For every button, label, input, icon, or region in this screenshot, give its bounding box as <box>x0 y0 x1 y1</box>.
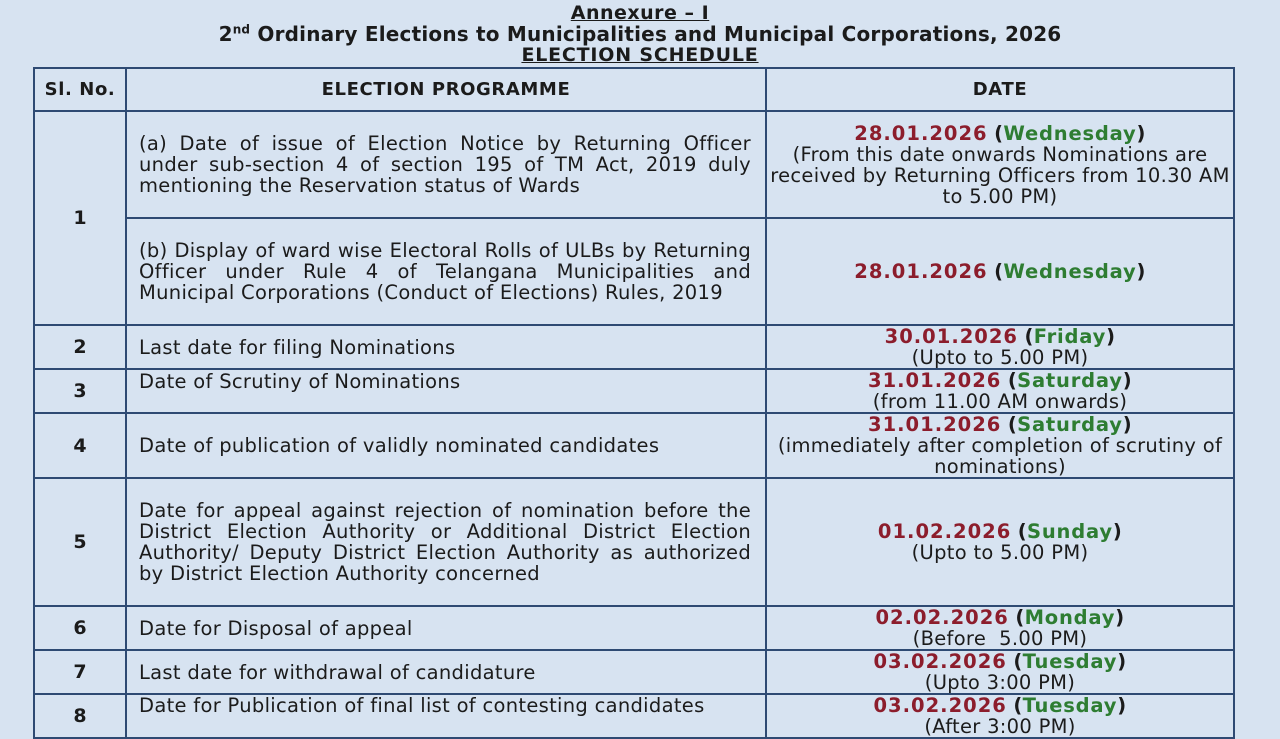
sl-no-cell: 4 <box>34 413 126 478</box>
table-row <box>34 478 1234 606</box>
schedule-date: 28.01.2026 <box>854 121 988 145</box>
annexure-heading: Annexure – I <box>570 2 710 24</box>
date-cell: 03.02.2026 (Tuesday) (After 3:00 PM) <box>766 694 1234 738</box>
title-ordinal-suffix: nd <box>232 22 251 37</box>
sl-no-cell: 6 <box>34 606 126 650</box>
table-header-row <box>34 68 1234 111</box>
schedule-day: Friday <box>1033 325 1107 348</box>
programme-cell: (b) Display of ward wise Electoral Rolls of ULBs by Returning Officer under Rule 4 of Telangana Municipalities and Municipal Corporations (Conduct of Elections) Rules, 2019 <box>126 218 766 325</box>
sl-no-cell: 2 <box>34 325 126 369</box>
schedule-note: (Upto to 5.00 PM) <box>911 346 1089 369</box>
sl-no-cell: 5 <box>34 478 126 606</box>
schedule-date: 28.01.2026 <box>854 260 988 283</box>
date-cell: 31.01.2026 (Saturday) (from 11.00 AM onwards) <box>766 369 1234 413</box>
title-text: Ordinary Elections to Municipalities and Municipal Corporations, 2026 <box>250 22 1062 46</box>
schedule-date: 01.02.2026 <box>877 520 1012 543</box>
programme-cell: Last date for filing Nominations <box>126 325 766 369</box>
schedule-date: 30.01.2026 <box>884 325 1019 348</box>
schedule-day: Monday <box>1024 606 1116 629</box>
date-cell: 03.02.2026 (Tuesday) (Upto 3:00 PM) <box>766 650 1234 694</box>
schedule-note: (Upto to 5.00 PM) <box>911 541 1089 564</box>
table-row <box>34 694 1234 738</box>
date-cell: 28.01.2026 (Wednesday) (From this date onwards Nominations are received by Returning Officers from 10.30 AM to 5.00 PM) <box>766 111 1234 218</box>
date-cell: 31.01.2026 (Saturday) (immediately after completion of scrutiny of nominations) <box>766 413 1234 478</box>
schedule-day: Wednesday <box>1003 121 1137 145</box>
sl-no-cell: 3 <box>34 369 126 413</box>
schedule-note: (From this date onwards Nominations are received by Returning Officers from 10.30 AM to 5.00 PM) <box>770 142 1230 208</box>
programme-cell: Last date for withdrawal of candidature <box>126 650 766 694</box>
schedule-day: Saturday <box>1017 413 1123 436</box>
programme-cell: (a) Date of issue of Election Notice by Returning Officer under sub-section 4 of section 195 of TM Act, 2019 duly mentioning the Reservation status of Wards <box>126 111 766 218</box>
date-cell: 28.01.2026 (Wednesday) <box>766 218 1234 325</box>
header-election-programme: ELECTION PROGRAMME <box>126 68 766 111</box>
table-row <box>34 650 1234 694</box>
programme-cell: Date of Scrutiny of Nominations <box>126 369 766 413</box>
header-date: DATE <box>766 68 1234 111</box>
schedule-day: Wednesday <box>1003 260 1137 283</box>
schedule-date: 03.02.2026 <box>873 650 1007 673</box>
title-ordinal: 2 <box>218 22 233 46</box>
programme-cell: Date for Disposal of appeal <box>126 606 766 650</box>
schedule-day: Tuesday <box>1022 650 1118 673</box>
schedule-date: 02.02.2026 <box>875 606 1009 629</box>
schedule-date: 31.01.2026 <box>868 369 1002 392</box>
schedule-note: (immediately after completion of scrutiny of nominations) <box>777 434 1223 478</box>
date-cell: 30.01.2026 (Friday) (Upto to 5.00 PM) <box>766 325 1234 369</box>
programme-cell: Date of publication of validly nominated candidates <box>126 413 766 478</box>
schedule-day: Saturday <box>1017 369 1123 392</box>
table-row <box>34 369 1234 413</box>
schedule-note: (After 3:00 PM) <box>924 715 1076 738</box>
table-row <box>34 413 1234 478</box>
schedule-note: (Before 5.00 PM) <box>912 627 1088 650</box>
table-row <box>34 218 1234 325</box>
schedule-note: (Upto 3:00 PM) <box>924 671 1076 694</box>
election-title <box>0 22 1280 46</box>
sl-no-cell: 7 <box>34 650 126 694</box>
date-cell: 01.02.2026 (Sunday) (Upto to 5.00 PM) <box>766 478 1234 606</box>
schedule-day: Tuesday <box>1022 694 1118 717</box>
schedule-heading: ELECTION SCHEDULE <box>521 44 759 66</box>
election-schedule-table <box>33 67 1235 739</box>
table-row <box>34 111 1234 218</box>
table-row <box>34 606 1234 650</box>
table-row <box>34 325 1234 369</box>
header-sl-no: Sl. No. <box>34 68 126 111</box>
schedule-date: 31.01.2026 <box>868 413 1002 436</box>
date-cell: 02.02.2026 (Monday) (Before 5.00 PM) <box>766 606 1234 650</box>
schedule-note: (from 11.00 AM onwards) <box>872 390 1128 413</box>
schedule-day: Sunday <box>1027 520 1113 543</box>
programme-cell: Date for appeal against rejection of nomination before the District Election Authority or Additional District Election Authority/ Deputy District Election Authority as authorized by District Election Authority concerned <box>126 478 766 606</box>
programme-cell: Date for Publication of final list of contesting candidates <box>126 694 766 738</box>
sl-no-cell: 1 <box>34 111 126 325</box>
sl-no-cell: 8 <box>34 694 126 738</box>
schedule-date: 03.02.2026 <box>873 694 1007 717</box>
